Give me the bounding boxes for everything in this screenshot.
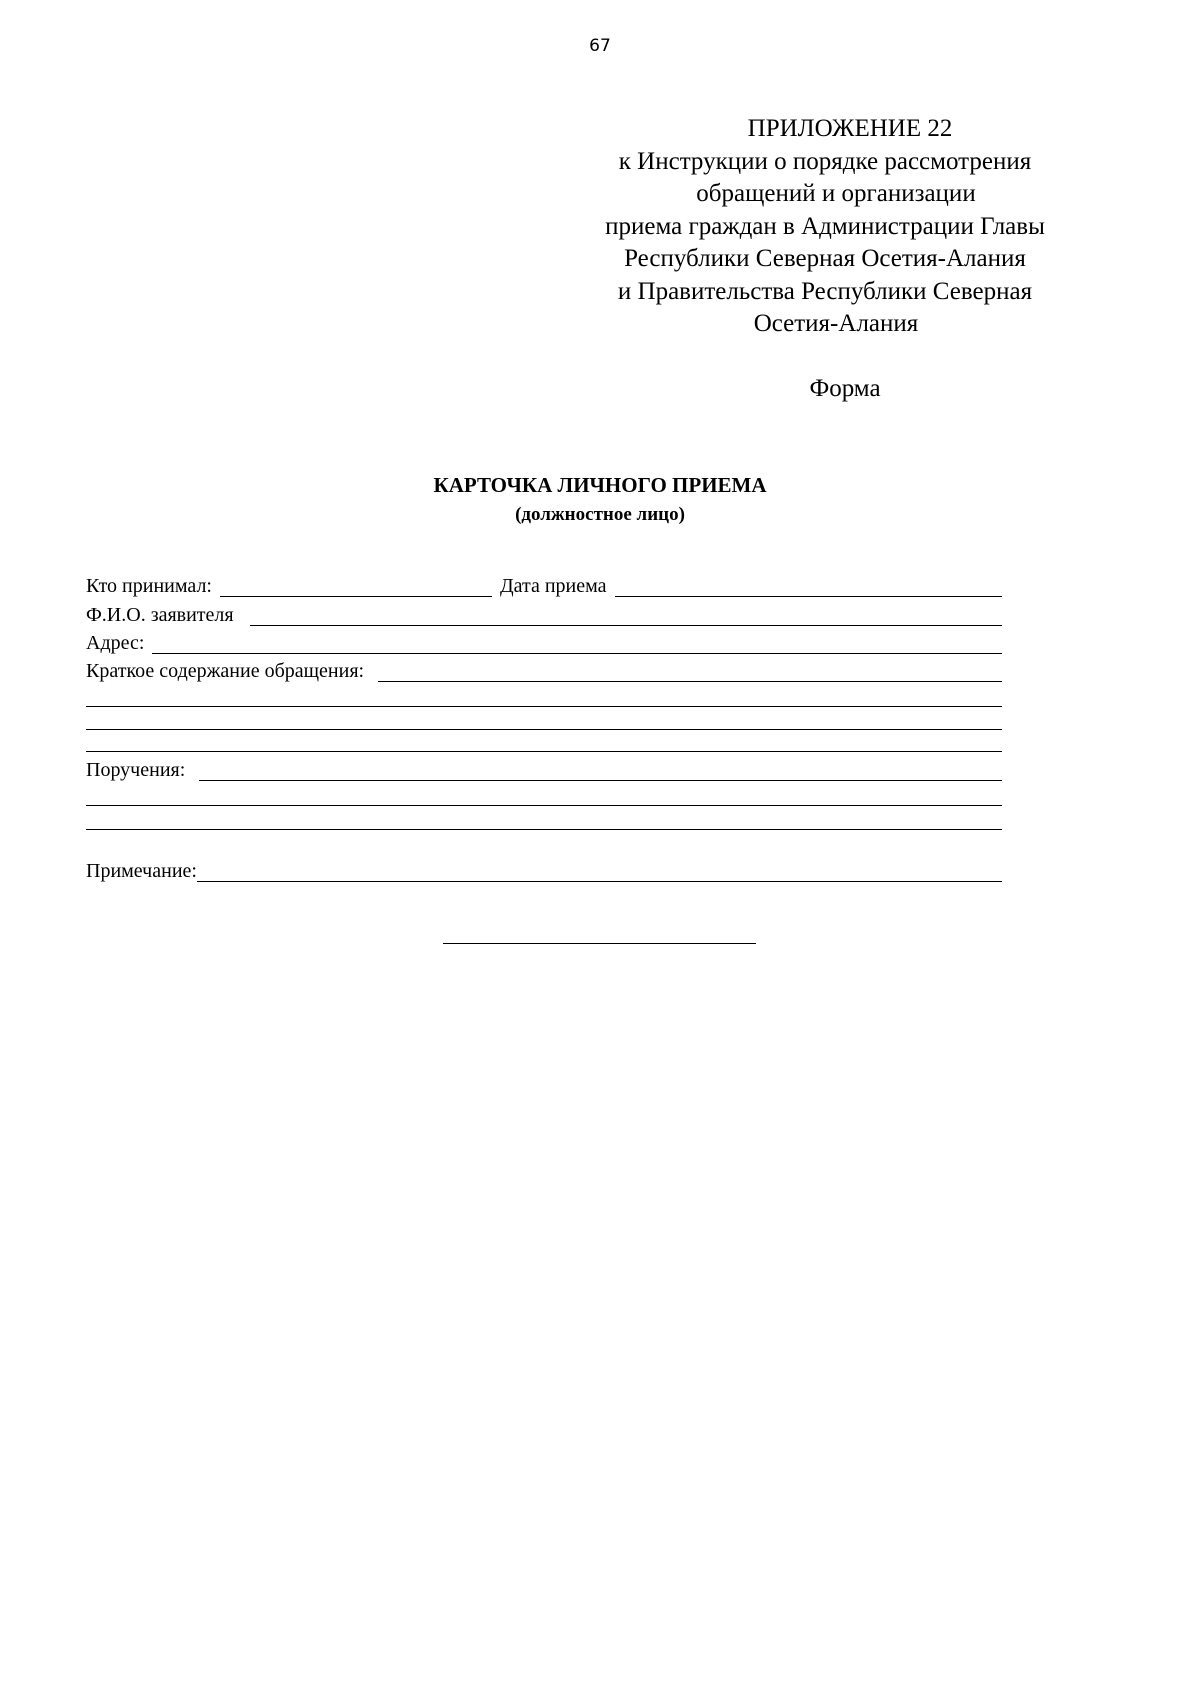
received-by-row [86,575,1002,597]
received-by-label: Кто принимал: [86,575,212,597]
instructions-label: Поручения: [86,759,186,781]
instructions-line[interactable] [199,762,1002,781]
applicant-line[interactable] [250,607,1002,626]
appendix-line: Республики Северная Осетия-Алания [624,245,1026,272]
card-title: КАРТОЧКА ЛИЧНОГО ПРИЕМА [433,473,767,497]
date-label: Дата приема [499,575,607,597]
applicant-row [86,604,1002,626]
summary-label: Краткое содержание обращения: [86,660,365,682]
card-subtitle: (должностное лицо) [515,504,685,525]
note-label: Примечание: [86,860,197,882]
address-row [86,632,1002,654]
note-row [86,860,1002,882]
summary-line[interactable] [378,663,1002,682]
form-label: Форма [809,375,881,402]
appendix-line: и Правительства Республики Северная [617,277,1033,305]
appendix-title: ПРИЛОЖЕНИЕ 22 [747,115,953,142]
summary-blank-line[interactable] [86,706,1002,707]
page-number: 67 [589,36,611,56]
summary-row [86,660,1002,682]
applicant-label: Ф.И.О. заявителя [86,604,234,626]
date-line[interactable] [615,578,1002,597]
note-line[interactable] [197,863,1002,882]
appendix-line: к Инструкции о порядке рассмотрения [618,147,1032,175]
card-title-block [0,470,1200,530]
address-label: Адрес: [86,632,145,654]
appendix-line: обращений и организации [696,180,976,207]
received-by-line[interactable] [220,578,492,597]
end-rule [443,943,756,944]
address-line[interactable] [152,635,1002,654]
instructions-blank-line[interactable] [86,805,1002,806]
appendix-line: Осетия-Алания [753,310,919,337]
appendix-header [560,113,1090,341]
appendix-line: приема граждан в Администрации Главы [605,212,1045,240]
instructions-row [86,759,1002,781]
instructions-blank-line[interactable] [86,829,1002,830]
summary-blank-line[interactable] [86,729,1002,730]
summary-blank-line[interactable] [86,751,1002,752]
